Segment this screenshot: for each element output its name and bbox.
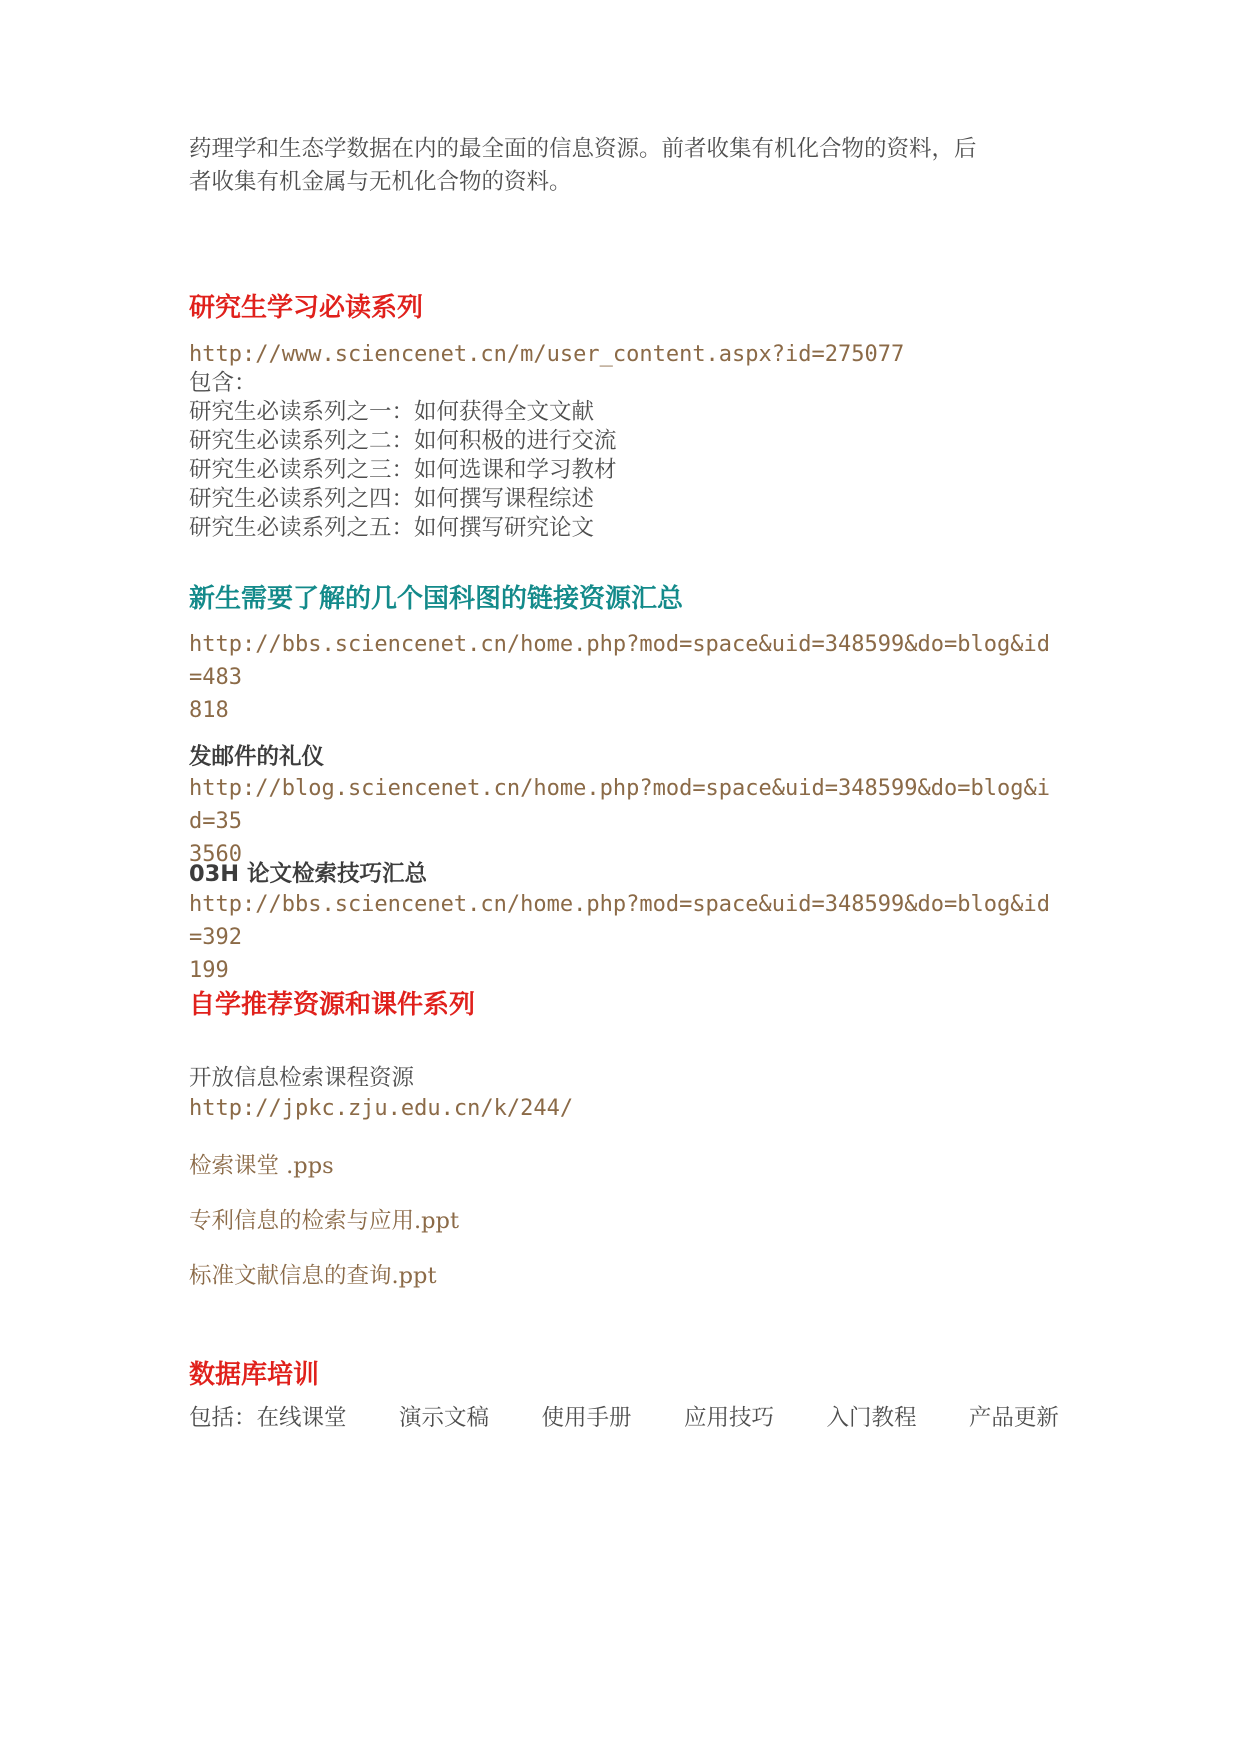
contains-label: 包含： bbox=[189, 370, 257, 396]
grad-series-link[interactable]: http://www.sciencenet.cn/m/user_content.aspx?id=275077 bbox=[189, 342, 905, 367]
db-training-items bbox=[189, 1402, 1059, 1435]
db-item-online-class[interactable]: 包括：在线课堂 bbox=[189, 1405, 347, 1431]
grad-series-item-2[interactable]: 研究生必读系列之二：如何积极的进行交流 bbox=[189, 428, 617, 454]
section-heading-db-training: 数据库培训 bbox=[189, 1360, 320, 1390]
db-item-tips[interactable]: 应用技巧 bbox=[683, 1405, 774, 1431]
section-heading-new-student: 新生需要了解的几个国科图的链接资源汇总 bbox=[189, 584, 684, 614]
url-line: 199 bbox=[189, 958, 229, 983]
section-heading-email-etiquette: 发邮件的礼仪 bbox=[189, 744, 325, 770]
grad-series-item-5[interactable]: 研究生必读系列之五：如何撰写研究论文 bbox=[189, 515, 595, 541]
url-line: 3560 bbox=[189, 842, 242, 867]
grad-series-list bbox=[189, 396, 1059, 545]
intro-paragraph bbox=[189, 133, 1059, 199]
db-item-slides[interactable]: 演示文稿 bbox=[398, 1405, 489, 1431]
db-item-manual[interactable]: 使用手册 bbox=[541, 1405, 632, 1431]
section-heading-grad-series: 研究生学习必读系列 bbox=[189, 293, 424, 323]
intro-line: 药理学和生态学数据在内的最全面的信息资源。前者收集有机化合物的资料，后 bbox=[189, 136, 977, 162]
url-line: 818 bbox=[189, 698, 229, 723]
db-item-tutorial[interactable]: 入门教程 bbox=[826, 1405, 917, 1431]
grad-series-item-1[interactable]: 研究生必读系列之一：如何获得全文文献 bbox=[189, 399, 595, 425]
course-title: 开放信息检索课程资源 bbox=[189, 1065, 415, 1091]
url-line: http://bbs.sciencenet.cn/home.php?mod=space&uid=348599&do=blog&id=483 bbox=[189, 632, 1050, 690]
url-line: http://blog.sciencenet.cn/home.php?mod=space&uid=348599&do=blog&id=35 bbox=[189, 776, 1050, 834]
email-etiquette-link[interactable] bbox=[189, 772, 1059, 871]
file-link-standard[interactable]: 标准文献信息的查询.ppt bbox=[189, 1263, 437, 1289]
03h-link[interactable] bbox=[189, 888, 1059, 987]
url-line: http://bbs.sciencenet.cn/home.php?mod=space&uid=348599&do=blog&id=392 bbox=[189, 892, 1050, 950]
section-heading-self-study: 自学推荐资源和课件系列 bbox=[189, 990, 476, 1020]
grad-series-item-4[interactable]: 研究生必读系列之四：如何撰写课程综述 bbox=[189, 486, 595, 512]
new-student-link[interactable] bbox=[189, 628, 1059, 727]
file-link-patent[interactable]: 专利信息的检索与应用.ppt bbox=[189, 1208, 460, 1234]
grad-series-item-3[interactable]: 研究生必读系列之三：如何选课和学习教材 bbox=[189, 457, 617, 483]
db-item-updates[interactable]: 产品更新 bbox=[968, 1405, 1059, 1431]
intro-line: 者收集有机金属与无机化合物的资料。 bbox=[189, 169, 572, 195]
section-heading-03h: 03H 论文检索技巧汇总 bbox=[189, 861, 427, 887]
course-link[interactable]: http://jpkc.zju.edu.cn/k/244/ bbox=[189, 1096, 574, 1121]
file-link-pps[interactable]: 检索课堂 .pps bbox=[189, 1153, 334, 1179]
